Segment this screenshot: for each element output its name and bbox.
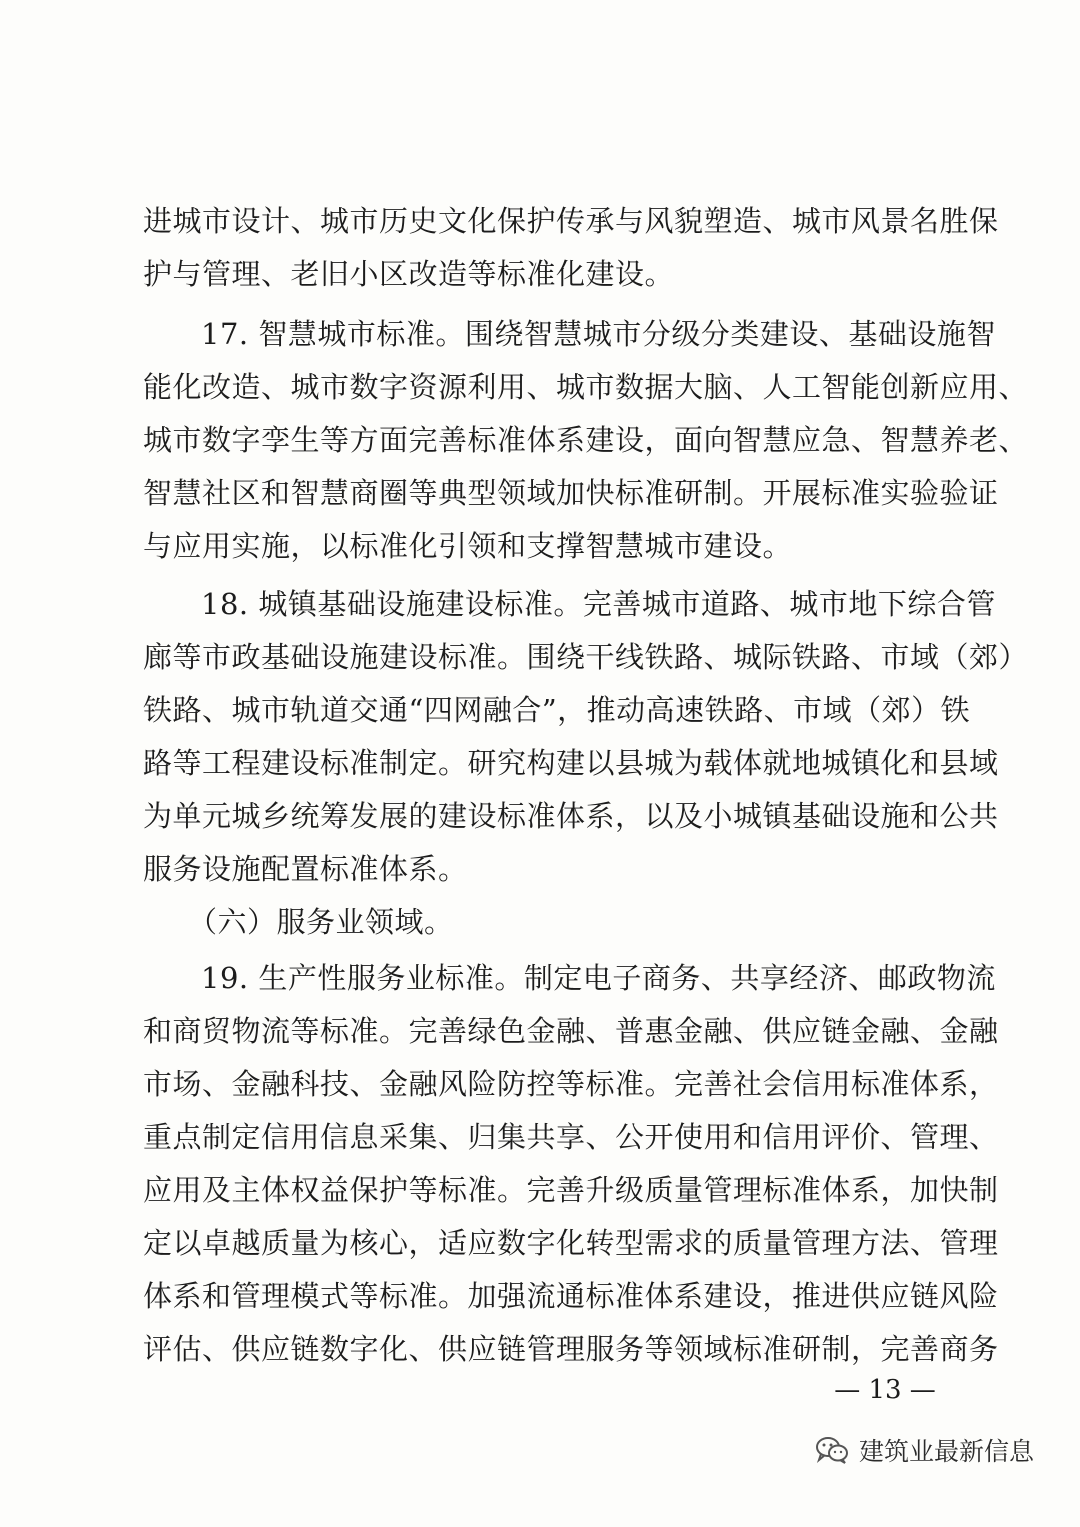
wechat-icon [815,1435,849,1465]
text-line: 铁路、城市轨道交通“四网融合”，推动高速铁路、市域（郊）铁 [143,693,971,727]
text-line: 与应用实施，以标准化引领和支撑智慧城市建设。 [143,529,793,563]
text-line: 服务设施配置标准体系。 [143,852,468,886]
section-heading-17: 17. 智慧城市标准。围绕智慧城市分级分类建设、基础设施智 [201,317,996,351]
text-line: 定以卓越质量为核心，适应数字化转型需求的质量管理方法、管理 [143,1226,999,1260]
section-heading-19: 19. 生产性服务业标准。制定电子商务、共享经济、邮政物流 [201,961,996,995]
text-line: 市场、金融科技、金融风险防控等标准。完善社会信用标准体系， [143,1067,999,1101]
text-line: 护与管理、老旧小区改造等标准化建设。 [143,257,675,291]
text-line: 体系和管理模式等标准。加强流通标准体系建设，推进供应链风险 [143,1279,999,1313]
text-line: 城市数字孪生等方面完善标准体系建设，面向智慧应急、智慧养老、 [143,423,1029,457]
text-line: 和商贸物流等标准。完善绿色金融、普惠金融、供应链金融、金融 [143,1014,999,1048]
page-number: — 13 — [834,1375,936,1405]
text-line: 重点制定信用信息采集、归集共享、公开使用和信用评价、管理、 [143,1120,999,1154]
text-line: 评估、供应链数字化、供应链管理服务等领域标准研制，完善商务 [143,1332,999,1366]
text-line: 路等工程建设标准制定。研究构建以县城为载体就地城镇化和县域 [143,746,999,780]
text-line: 智慧社区和智慧商圈等典型领域加快标准研制。开展标准实验验证 [143,476,999,510]
section-heading-six: （六）服务业领域。 [188,905,454,939]
text-line: 廊等市政基础设施建设标准。围绕干线铁路、城际铁路、市域（郊） [143,640,1029,674]
text-line: 为单元城乡统筹发展的建设标准体系，以及小城镇基础设施和公共 [143,799,999,833]
watermark [815,1428,1034,1472]
text-line: 能化改造、城市数字资源利用、城市数据大脑、人工智能创新应用、 [143,370,1029,404]
text-line: 进城市设计、城市历史文化保护传承与风貌塑造、城市风景名胜保 [143,204,999,238]
watermark-text: 建筑业最新信息 [859,1437,1035,1466]
text-line: 应用及主体权益保护等标准。完善升级质量管理标准体系，加快制 [143,1173,999,1207]
section-heading-18: 18. 城镇基础设施建设标准。完善城市道路、城市地下综合管 [201,587,996,621]
